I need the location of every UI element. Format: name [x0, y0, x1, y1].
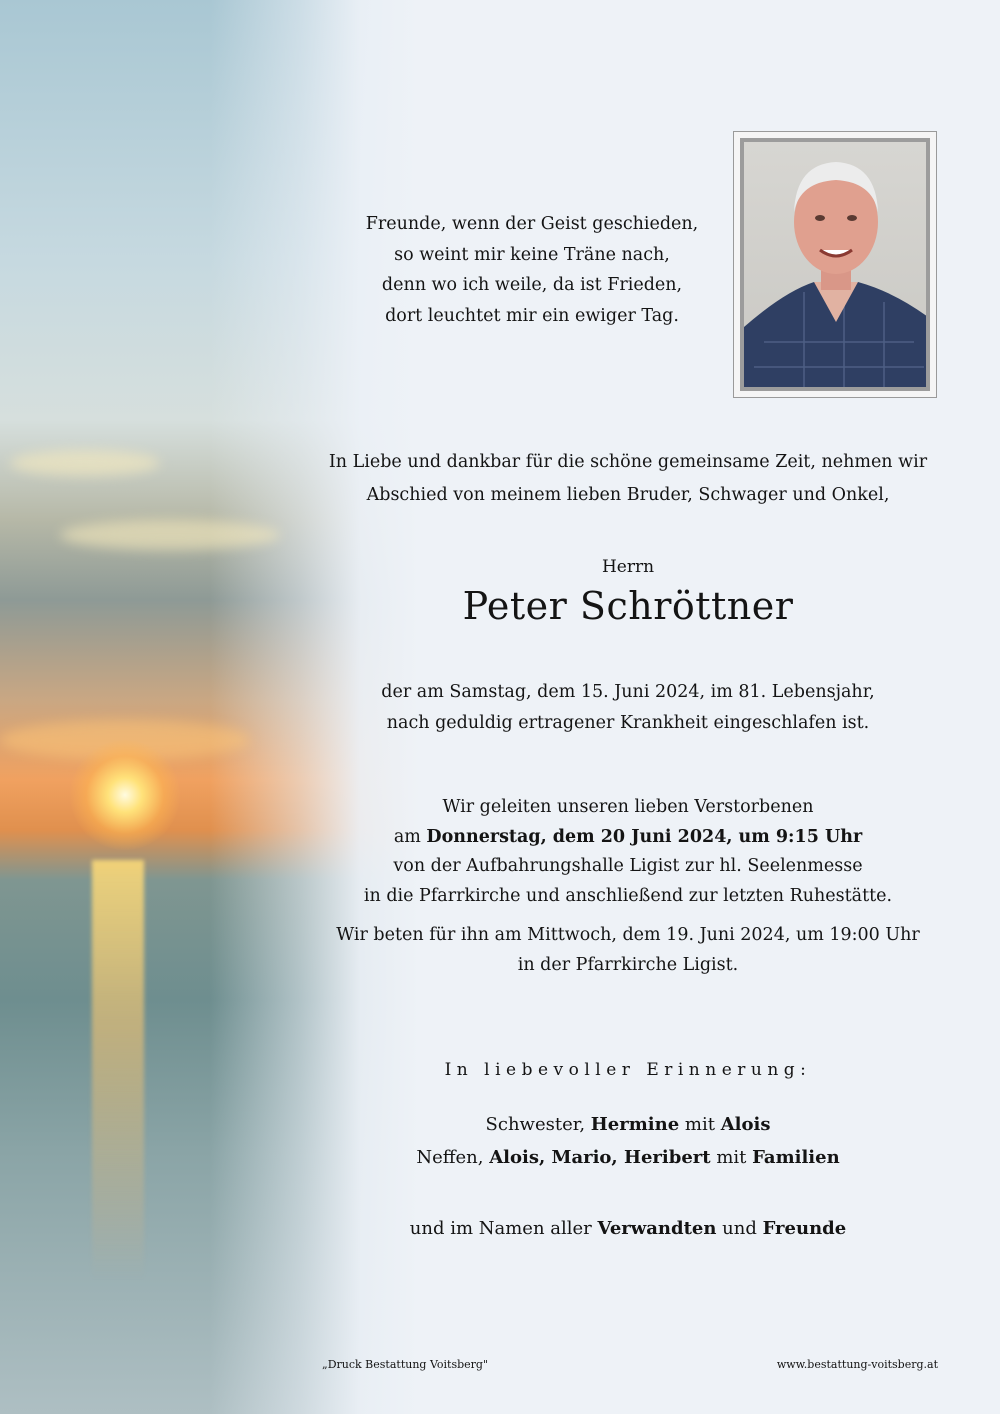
funeral-line: in die Pfarrkirche und anschließend zur letzten Ruhestätte.	[363, 885, 893, 906]
portrait-photo	[744, 142, 926, 387]
funeral-line: von der Aufbahrungshalle Ligist zur hl. Seelenmesse	[393, 856, 863, 876]
intro-text	[310, 446, 946, 512]
family-name: Alois	[720, 1114, 771, 1135]
closing-bold: Freunde	[762, 1218, 847, 1239]
prayer-line: in der Pfarrkirche Ligist.	[517, 954, 739, 975]
family-text: Neffen,	[416, 1147, 490, 1168]
website-link[interactable]: www.bestattung-voitsberg.at	[776, 1358, 938, 1371]
memory-heading: In liebevoller Erinnerung:	[444, 1060, 812, 1080]
deceased-name: Peter Schröttner	[462, 584, 794, 628]
death-notice	[310, 677, 946, 739]
poem-line: dort leuchtet mir ein ewiger Tag.	[385, 305, 679, 326]
funeral-details	[310, 793, 946, 911]
prayer-line: Wir beten für ihn am Mittwoch, dem 19. Juni 2024, um 19:00 Uhr	[336, 925, 920, 945]
closing-text: und	[716, 1218, 763, 1239]
printer-credit: „Druck Bestattung Voitsberg"	[322, 1358, 488, 1371]
family-name: Alois, Mario, Heribert	[489, 1147, 711, 1168]
sun-reflection-image	[92, 860, 144, 1280]
poem-line: denn wo ich weile, da ist Frieden,	[381, 275, 683, 295]
sun-image	[70, 740, 180, 850]
poem-line: Freunde, wenn der Geist geschieden,	[365, 214, 699, 234]
intro-line: Abschied von meinem lieben Bruder, Schwager und Onkel,	[366, 485, 890, 505]
family-name: Hermine	[590, 1114, 680, 1135]
family-row	[310, 1141, 946, 1174]
closing-text: und im Namen aller	[409, 1218, 598, 1239]
funeral-date: Donnerstag, dem 20 Juni 2024, um 9:15 Uhr	[426, 826, 863, 847]
portrait-frame	[733, 131, 937, 398]
death-line: der am Samstag, dem 15. Juni 2024, im 81. Lebensjahr,	[381, 682, 875, 702]
closing-line	[310, 1218, 946, 1239]
family-text: mit	[710, 1147, 753, 1168]
family-text: Schwester,	[485, 1114, 591, 1135]
family-row	[310, 1108, 946, 1141]
cloud-decoration	[60, 520, 280, 550]
funeral-date-line	[310, 823, 946, 853]
prayer-details	[310, 921, 946, 980]
family-text: mit	[679, 1114, 721, 1135]
poem-line: so weint mir keine Träne nach,	[394, 244, 670, 265]
portrait-illustration	[744, 142, 926, 387]
intro-line: In Liebe und dankbar für die schöne gemeinsame Zeit, nehmen wir	[328, 452, 928, 472]
cloud-decoration	[10, 450, 160, 476]
closing-bold: Verwandten	[597, 1218, 717, 1239]
funeral-date-prefix: am	[393, 826, 427, 847]
salutation: Herrn	[601, 557, 655, 577]
poem	[320, 209, 744, 331]
family-list	[310, 1108, 946, 1174]
family-name: Familien	[752, 1147, 840, 1168]
death-line: nach geduldig ertragener Krankheit eingeschlafen ist.	[386, 713, 870, 733]
funeral-line: Wir geleiten unseren lieben Verstorbenen	[442, 797, 814, 817]
